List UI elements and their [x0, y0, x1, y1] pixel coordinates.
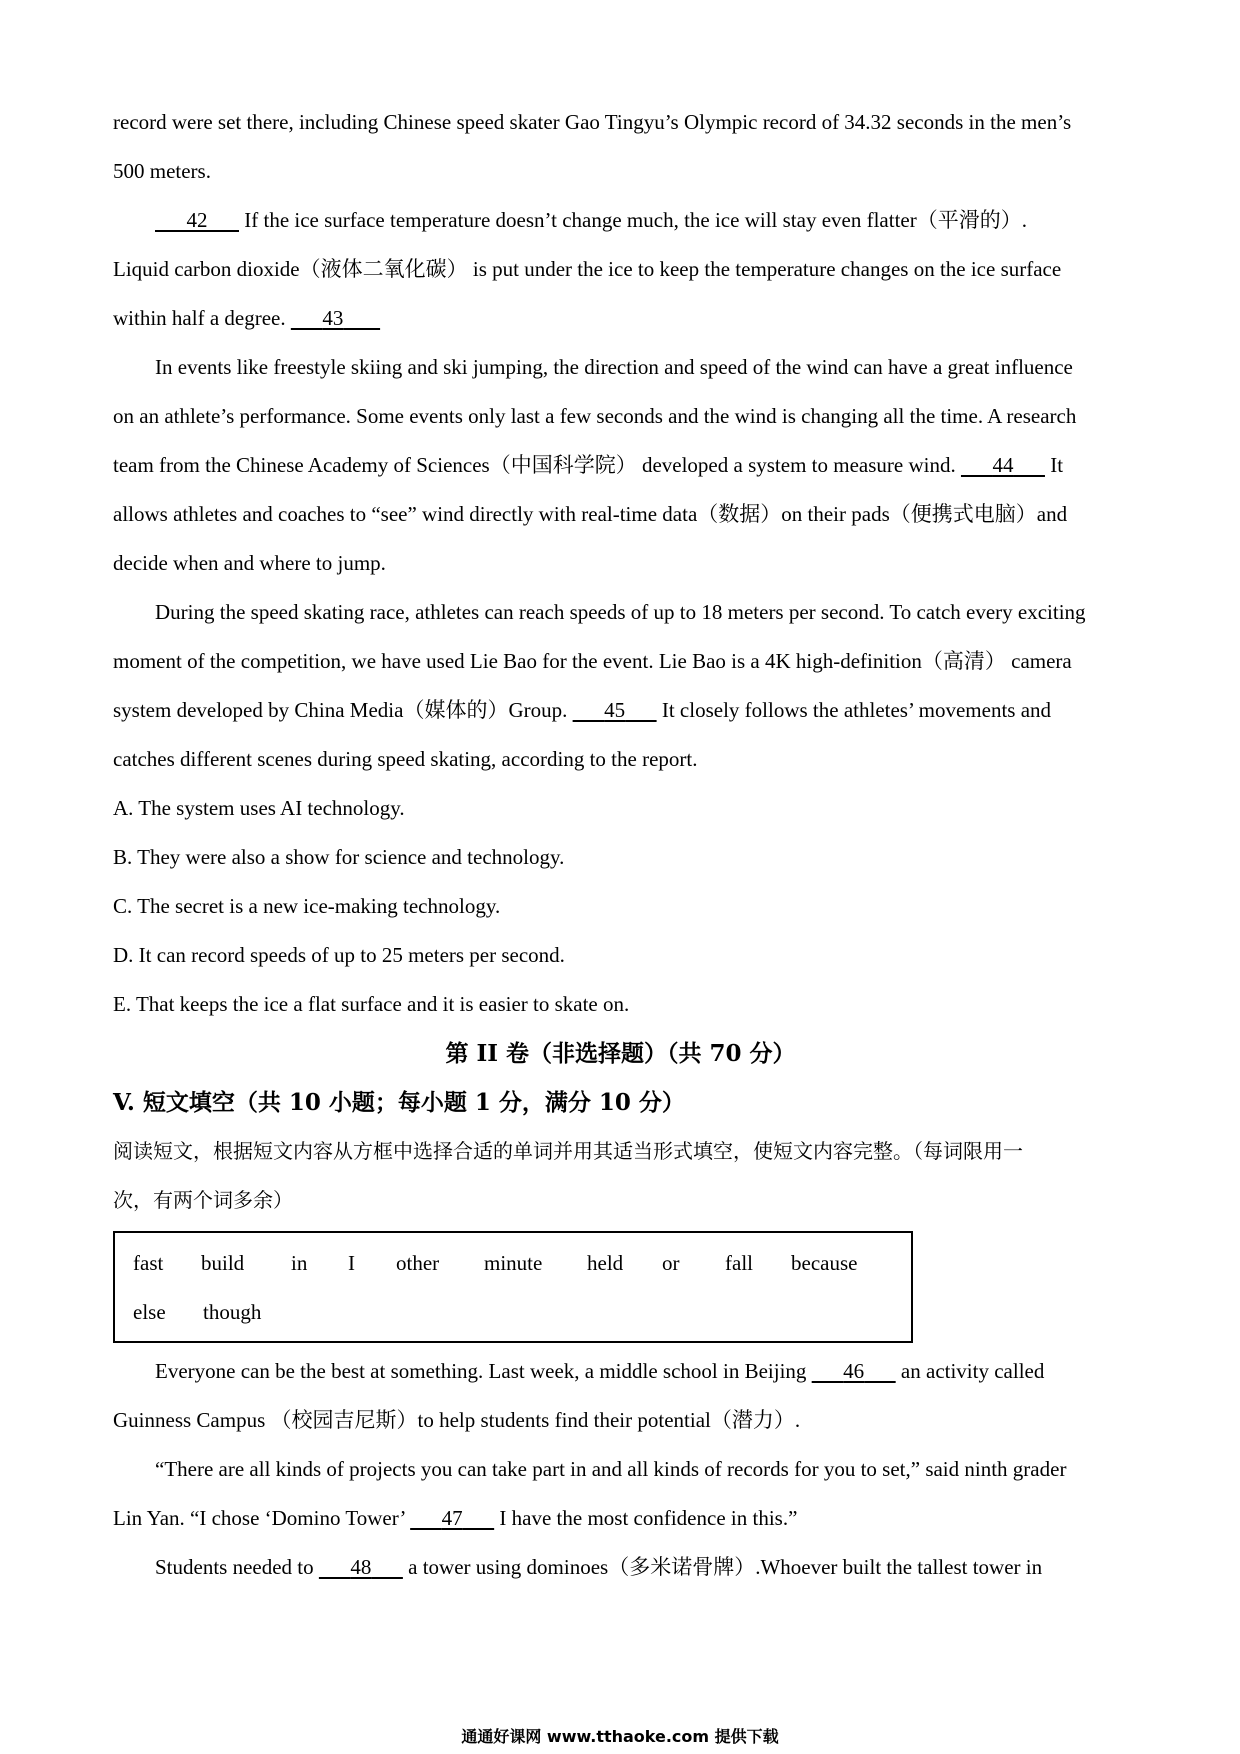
option-d: D. It can record speeds of up to 25 meters per second. — [113, 943, 565, 967]
word-option: because — [791, 1251, 858, 1275]
text-line: 500 meters. — [113, 159, 211, 183]
word-option: though — [203, 1300, 262, 1324]
text-segment: It closely follows the athletes’ movements and — [656, 698, 1052, 722]
text-segment: Students needed to — [155, 1555, 319, 1579]
word-option: else — [133, 1300, 166, 1324]
option-e: E. That keeps the ice a flat surface and it is easier to skate on. — [113, 992, 630, 1016]
text-line: Guinness Campus （校园吉尼斯）to help students find their potential（潜力）. — [113, 1408, 801, 1432]
blank-42: 42 — [186, 208, 208, 232]
text-line: decide when and where to jump. — [113, 551, 386, 575]
text-segment: an activity called — [895, 1359, 1045, 1383]
section-heading: V. 短文填空（共 10 小题；每小题 1 分，满分 10 分） — [113, 1089, 685, 1116]
page-footer: 通通好课网 www.tthaoke.com 提供下载 — [461, 1727, 779, 1746]
word-box-row — [133, 1288, 911, 1337]
blank-45: 45 — [604, 698, 626, 722]
text-segment: Everyone can be the best at something. Last week, a middle school in Beijing — [155, 1359, 812, 1383]
word-option: I — [348, 1251, 355, 1275]
text-segment: I have the most confidence in this.” — [494, 1506, 798, 1530]
instruction-line: 次，有两个词多余） — [113, 1188, 293, 1212]
text-line: Liquid carbon dioxide（液体二氧化碳） is put under the ice to keep the temperature changes on the ice surface — [113, 257, 1062, 281]
word-option: other — [396, 1251, 440, 1275]
text-line: In events like freestyle skiing and ski jumping, the direction and speed of the wind can have a great influence — [155, 355, 1073, 379]
option-c: C. The secret is a new ice-making technology. — [113, 894, 501, 918]
word-option: or — [662, 1251, 680, 1275]
text-line: on an athlete’s performance. Some events only last a few seconds and the wind is changing all the time. A research — [113, 404, 1077, 428]
paragraph-line — [113, 294, 1128, 343]
text-line: moment of the competition, we have used Lie Bao for the event. Lie Bao is a 4K high-definition（高清） camera — [113, 649, 1072, 673]
blank-47: 47 — [441, 1506, 463, 1530]
paragraph-line — [113, 686, 1128, 735]
blank-44: 44 — [992, 453, 1014, 477]
paragraph-line — [113, 441, 1128, 490]
blank-46: 46 — [843, 1359, 865, 1383]
text-segment: a tower using dominoes（多米诺骨牌）.Whoever built the tallest tower in — [402, 1555, 1043, 1579]
word-option: in — [291, 1251, 308, 1275]
paragraph-line — [113, 196, 1128, 245]
blank-43: 43 — [322, 306, 344, 330]
text-segment: team from the Chinese Academy of Sciences（中国科学院） developed a system to measure wind. — [113, 453, 961, 477]
option-a: A. The system uses AI technology. — [113, 796, 405, 820]
paragraph-line — [113, 1347, 1128, 1396]
word-option: fast — [133, 1251, 164, 1275]
text-segment: If the ice surface temperature doesn’t change much, the ice will stay even flatter（平滑的）. — [239, 208, 1027, 232]
word-option: fall — [725, 1251, 753, 1275]
part-title: 第 II 卷（非选择题）（共 70 分） — [445, 1040, 796, 1067]
text-line: During the speed skating race, athletes can reach speeds of up to 18 meters per second. To catch every exciting — [155, 600, 1086, 624]
text-segment: within half a degree. — [113, 306, 291, 330]
paragraph-line — [113, 1543, 1128, 1592]
text-line: “There are all kinds of projects you can take part in and all kinds of records for you to set,” said ninth grader — [155, 1457, 1067, 1481]
text-segment: system developed by China Media（媒体的）Group. — [113, 698, 573, 722]
word-option: build — [201, 1251, 245, 1275]
page-content — [113, 98, 1128, 1592]
word-box — [113, 1231, 913, 1343]
text-line: allows athletes and coaches to “see” wind directly with real-time data（数据）on their pads（便携式电脑）and — [113, 502, 1068, 526]
word-option: minute — [484, 1251, 543, 1275]
instruction-line: 阅读短文，根据短文内容从方框中选择合适的单词并用其适当形式填空，使短文内容完整。（每词限用一 — [113, 1139, 1023, 1163]
text-segment: Lin Yan. “I chose ‘Domino Tower’ — [113, 1506, 411, 1530]
text-line: record were set there, including Chinese speed skater Gao Tingyu’s Olympic record of 34.32 seconds in the men’s — [113, 110, 1072, 134]
blank-48: 48 — [350, 1555, 372, 1579]
text-line: catches different scenes during speed skating, according to the report. — [113, 747, 698, 771]
word-box-row — [133, 1239, 911, 1288]
paragraph-line — [113, 1494, 1128, 1543]
option-b: B. They were also a show for science and technology. — [113, 845, 565, 869]
word-option: held — [587, 1251, 624, 1275]
text-segment: It — [1044, 453, 1064, 477]
